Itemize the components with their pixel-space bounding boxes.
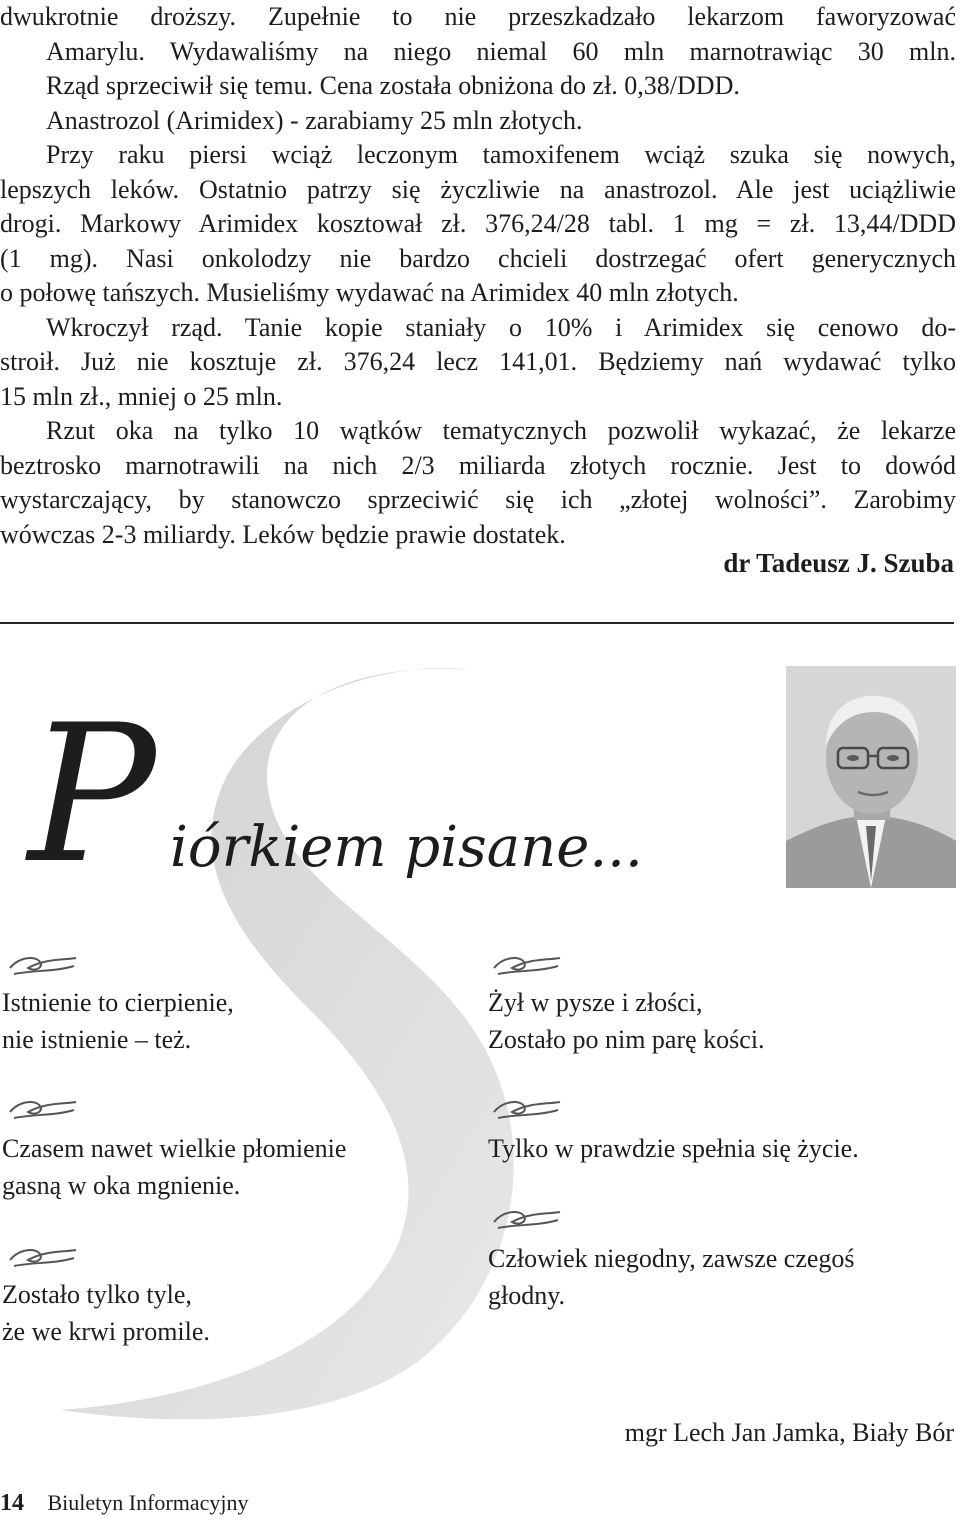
poem-line: Tylko w prawdzie spełnia się życie.: [488, 1134, 859, 1163]
article-line: (1 mg). Nasi onkolodzy nie bardzo chcieli dostrzegać ofert generycznych: [0, 243, 956, 273]
poem-line: Człowiek niegodny, zawsze czegoś: [488, 1244, 855, 1273]
article-line: wówczas 2-3 miliardy. Leków będzie prawie dostatek.: [0, 519, 566, 549]
page-footer: [0, 1490, 249, 1517]
poem-line: nie istnienie – też.: [2, 1025, 192, 1054]
poem-line: Zostało tylko tyle,: [2, 1280, 192, 1309]
poem-line: gasną w oka mgnienie.: [2, 1171, 241, 1200]
article-line: Wkroczył rząd. Tanie kopie staniały o 10% i Arimidex się cenowo do-: [46, 312, 956, 342]
ornament-icon: [490, 1204, 564, 1232]
poem: [488, 1240, 855, 1314]
poem-line: Żył w pysze i złości,: [488, 988, 703, 1017]
page-number: 14: [0, 1490, 24, 1516]
article-signature: dr Tadeusz J. Szuba: [723, 548, 954, 578]
article-line: Przy raku piersi wciąż leczonym tamoxifenem wciąż szuka się nowych,: [46, 140, 956, 169]
poem-line: Zostało po nim parę kości.: [488, 1025, 765, 1054]
section-divider: [0, 622, 954, 624]
poem-line: Czasem nawet wielkie płomienie: [2, 1134, 347, 1163]
article-line: Rzut oka na tylko 10 wątków tematycznych pozwolił wykazać, że lekarze: [46, 416, 956, 445]
poem: [2, 1130, 346, 1204]
ornament-icon: [6, 1094, 80, 1122]
article-line: stroił. Już nie kosztuje zł. 376,24 lecz 141,01. Będziemy nań wydawać tylko: [0, 347, 956, 376]
poem: [488, 984, 765, 1058]
section-title: [20, 690, 740, 900]
article-line: beztrosko marnotrawili na nich 2/3 miliarda złotych rocznie. Jest to dowód: [0, 450, 956, 480]
article-line: lepszych leków. Ostatnio patrzy się życzliwie na anastrozol. Ale jest uciążliwie: [0, 174, 956, 204]
author-photo: [786, 666, 956, 888]
poem-line: że we krwi promile.: [2, 1317, 210, 1346]
poem: [2, 1276, 210, 1350]
article-line: Anastrozol (Arimidex) - zarabiamy 25 mln złotych.: [46, 105, 583, 135]
poem-author: mgr Lech Jan Jamka, Biały Bór: [624, 1418, 954, 1447]
article-line: Amarylu. Wydawaliśmy na niego niemal 60 mln marnotrawiąc 30 mln.: [46, 36, 956, 66]
article-line: dwukrotnie droższy. Zupełnie to nie przeszkadzało lekarzom faworyzować: [0, 2, 956, 31]
publication-name: Biuletyn Informacyjny: [47, 1490, 249, 1515]
article-line: Rząd sprzeciwił się temu. Cena została obniżona do zł. 0,38/DDD.: [46, 71, 740, 100]
ornament-icon: [490, 1094, 564, 1122]
poem: [2, 984, 234, 1058]
poem: [488, 1130, 859, 1167]
article-text: [0, 0, 956, 552]
ornament-icon: [6, 950, 80, 978]
article-line: wystarczający, by stanowczo sprzeciwić się ich „złotej wolności”. Zarobimy: [0, 485, 956, 514]
article-line: 15 mln zł., mniej o 25 mln.: [0, 381, 283, 411]
poem-line: głodny.: [488, 1281, 566, 1310]
article-line: drogi. Markowy Arimidex kosztował zł. 376,24/28 tabl. 1 mg = zł. 13,44/DDD: [0, 209, 956, 238]
ornament-icon: [6, 1242, 80, 1270]
title-initial: P: [28, 690, 156, 900]
article-line: o połowę tańszych. Musieliśmy wydawać na Arimidex 40 mln złotych.: [0, 278, 739, 307]
title-rest: iórkiem pisane...: [170, 815, 643, 880]
ornament-icon: [490, 950, 564, 978]
poem-line: Istnienie to cierpienie,: [2, 988, 234, 1017]
